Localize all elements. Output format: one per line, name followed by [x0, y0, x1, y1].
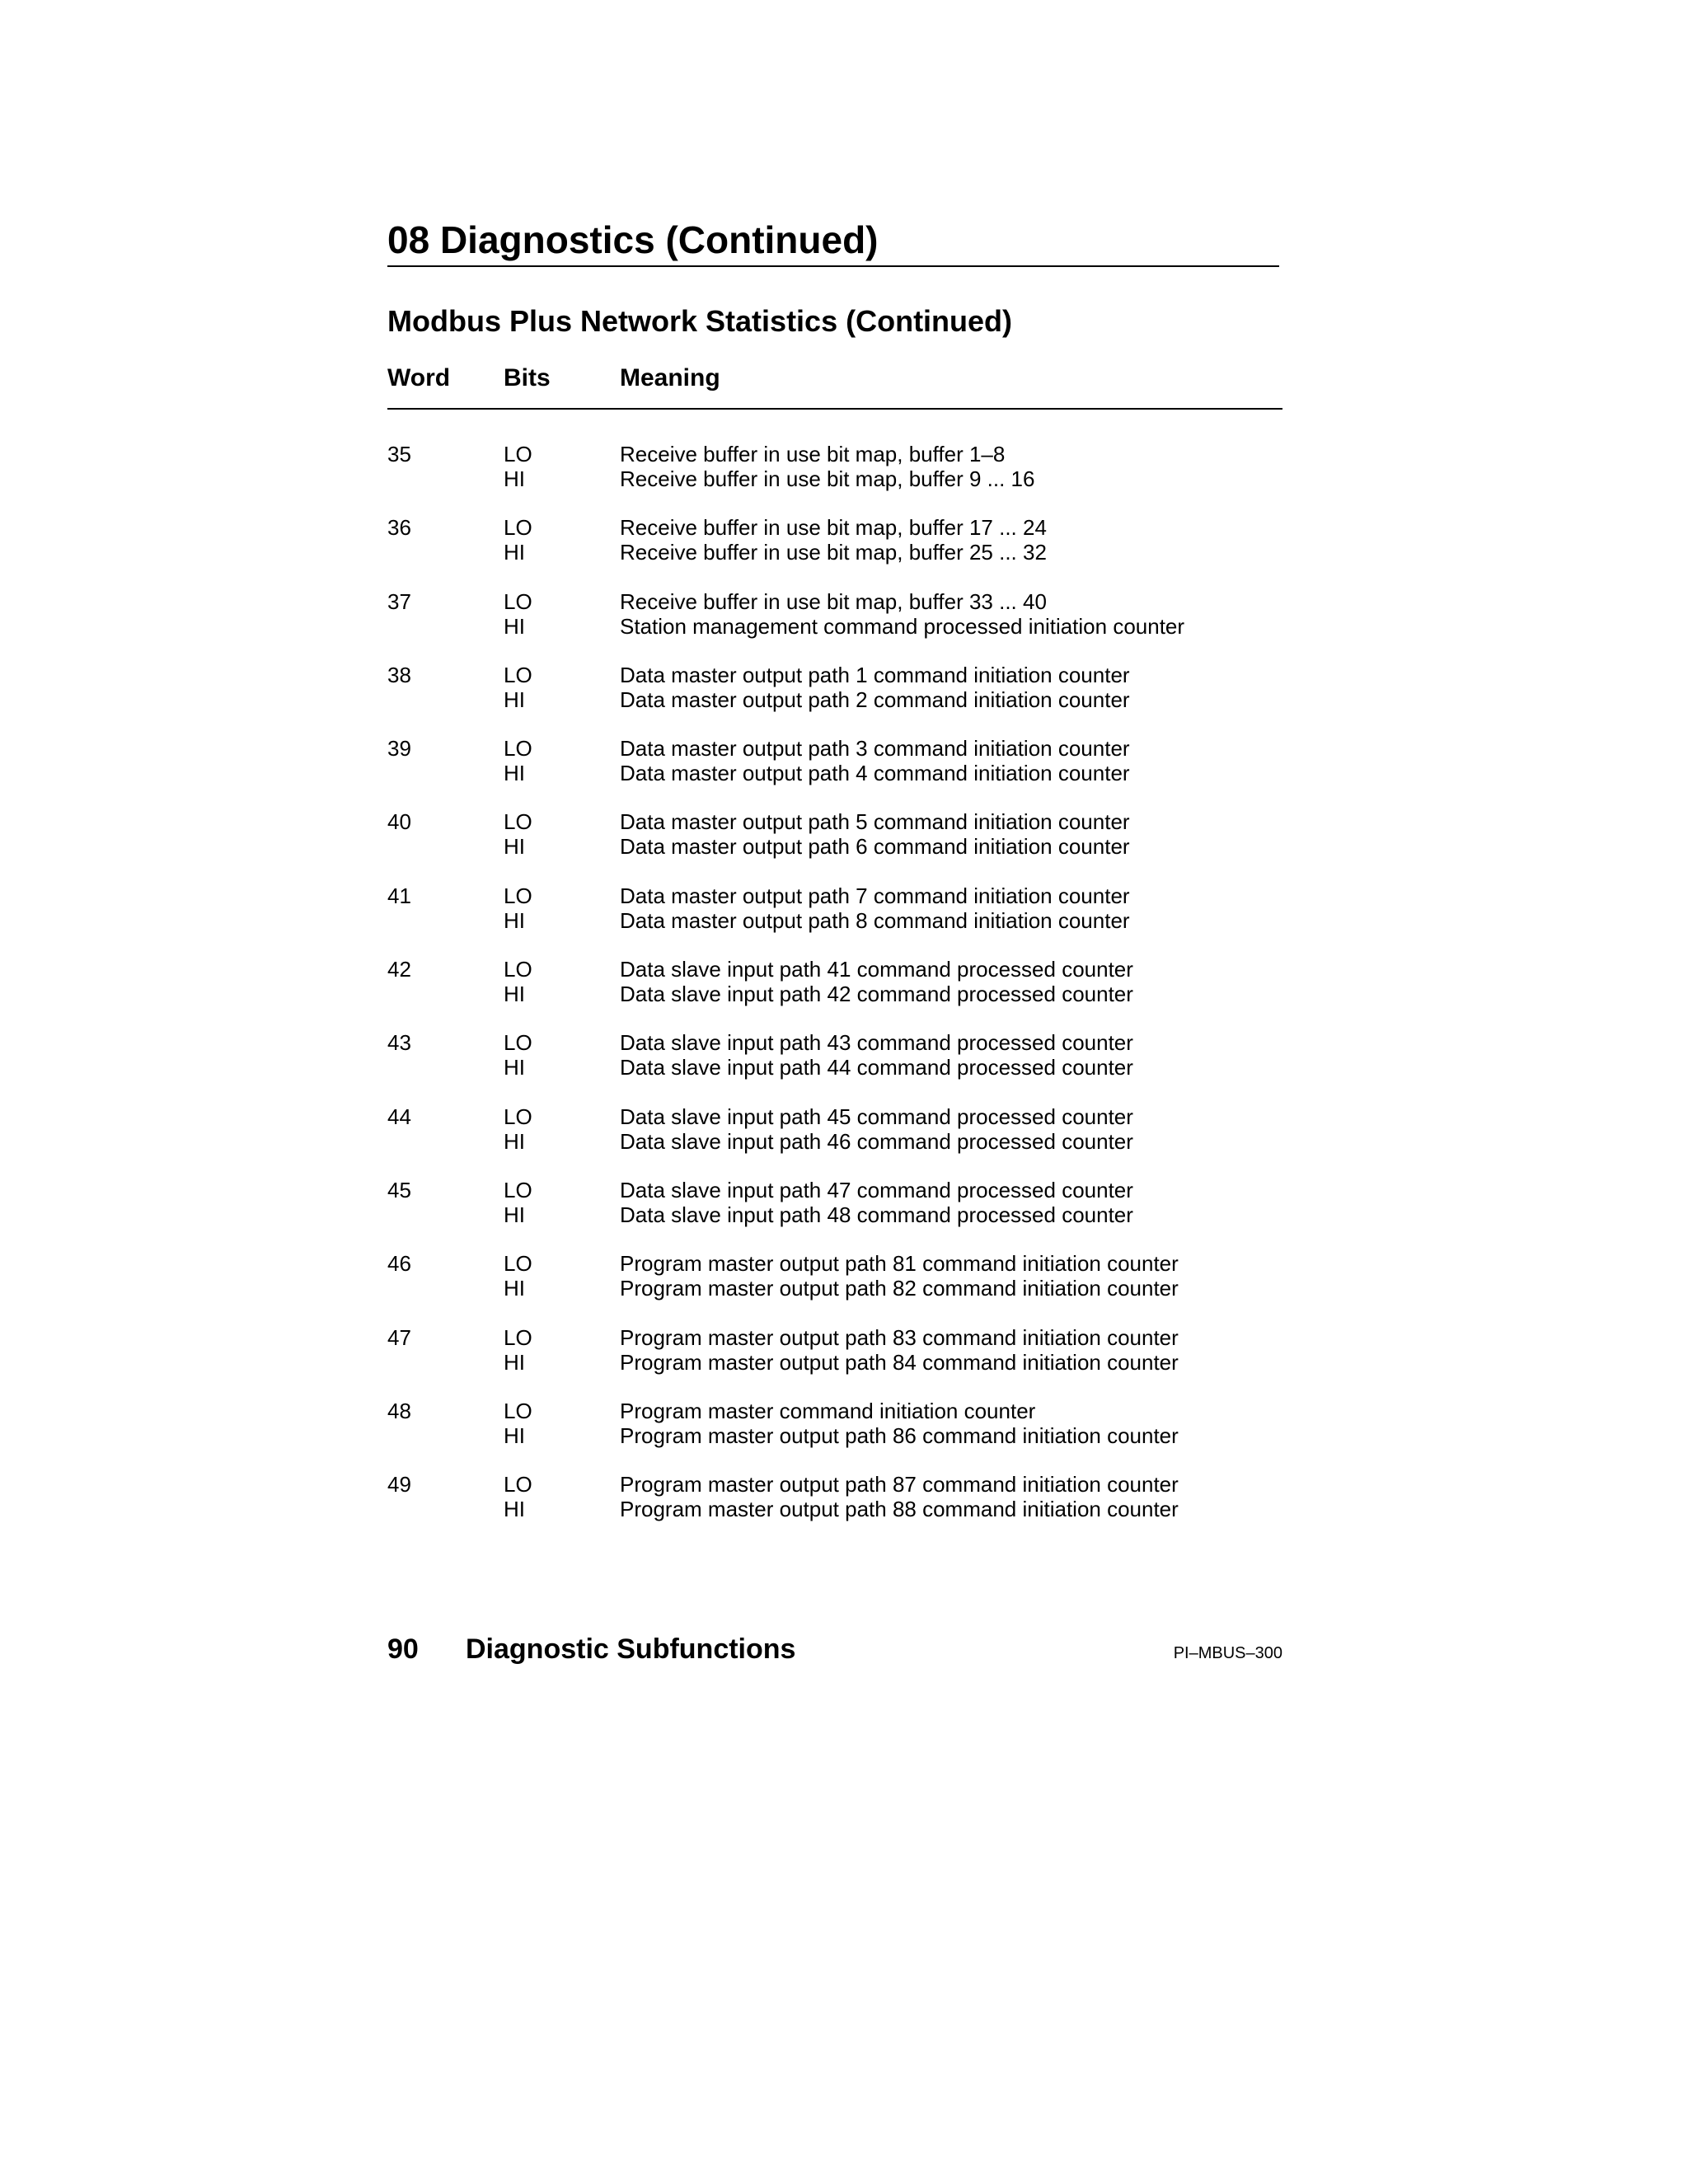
meaning-hi: Data slave input path 42 command processed counter	[620, 982, 1133, 1007]
bits-lo: LO	[504, 957, 532, 982]
meaning-hi: Receive buffer in use bit map, buffer 25 ... 32	[620, 540, 1047, 565]
meaning-hi: Program master output path 82 command initiation counter	[620, 1276, 1179, 1301]
bits-lo: LO	[504, 883, 532, 908]
meaning-lo: Data master output path 3 command initiation counter	[620, 736, 1130, 762]
table-row	[387, 1399, 1282, 1448]
meaning-lo: Data slave input path 45 command processed counter	[620, 1104, 1133, 1129]
meaning-lo: Data master output path 5 command initiation counter	[620, 809, 1130, 835]
word-number: 38	[387, 662, 411, 687]
bits-hi: HI	[504, 466, 525, 491]
header-bits: Bits	[504, 364, 551, 391]
meaning-hi: Data master output path 4 command initiation counter	[620, 761, 1130, 786]
meaning-lo: Data slave input path 41 command processed counter	[620, 957, 1133, 982]
meaning-lo: Receive buffer in use bit map, buffer 1–8	[620, 442, 1006, 466]
word-number: 47	[387, 1324, 411, 1350]
table-row	[387, 1325, 1282, 1375]
bits-hi: HI	[504, 1202, 525, 1227]
footer-doc-id: PI–MBUS–300	[1173, 1644, 1282, 1662]
table-row	[387, 442, 1282, 491]
word-number: 37	[387, 588, 411, 614]
word-number: 43	[387, 1030, 411, 1056]
meaning-hi: Program master output path 88 command initiation counter	[620, 1497, 1179, 1522]
bits-hi: HI	[504, 540, 525, 565]
bits-lo: LO	[504, 1104, 532, 1129]
bits-hi: HI	[504, 761, 525, 786]
bits-lo: LO	[504, 1177, 532, 1202]
footer-section-title: Diagnostic Subfunctions	[466, 1633, 796, 1665]
meaning-lo: Data master output path 1 command initiation counter	[620, 662, 1130, 687]
bits-hi: HI	[504, 613, 525, 639]
table-row	[387, 1251, 1282, 1301]
table-header	[387, 366, 1282, 410]
bits-lo: LO	[504, 1472, 532, 1497]
table-row	[387, 663, 1282, 712]
footer-page-number: 90	[387, 1633, 419, 1665]
meaning-lo: Data master output path 7 command initiation counter	[620, 883, 1130, 908]
meaning-lo: Receive buffer in use bit map, buffer 17 ... 24	[620, 515, 1047, 541]
bits-hi: HI	[504, 907, 525, 933]
bits-hi: HI	[504, 687, 525, 712]
header-meaning: Meaning	[620, 364, 720, 391]
bits-lo: LO	[504, 588, 532, 614]
meaning-lo: Data slave input path 43 command processed counter	[620, 1030, 1133, 1056]
table-row	[387, 957, 1282, 1006]
meaning-lo: Program master command initiation counter	[620, 1398, 1036, 1423]
bits-hi: HI	[504, 1128, 525, 1154]
table-row	[387, 1472, 1282, 1521]
meaning-lo: Program master output path 87 command initiation counter	[620, 1472, 1179, 1497]
meaning-hi: Data slave input path 44 command processed counter	[620, 1055, 1133, 1080]
table-row	[387, 809, 1282, 859]
word-number: 36	[387, 515, 411, 541]
table-row	[387, 883, 1282, 933]
table-row	[387, 589, 1282, 639]
table-row	[387, 1030, 1282, 1080]
bits-lo: LO	[504, 1324, 532, 1350]
word-number: 41	[387, 883, 411, 908]
bits-lo: LO	[504, 1030, 532, 1056]
bits-lo: LO	[504, 662, 532, 687]
bits-hi: HI	[504, 1276, 525, 1301]
meaning-hi: Data master output path 8 command initiation counter	[620, 907, 1130, 933]
table-row	[387, 1104, 1282, 1154]
bits-lo: LO	[504, 809, 532, 835]
meaning-hi: Station management command processed initiation counter	[620, 613, 1185, 639]
meaning-hi: Data slave input path 48 command processed counter	[620, 1202, 1133, 1227]
bits-hi: HI	[504, 1422, 525, 1448]
header-word: Word	[387, 364, 451, 391]
meaning-hi: Program master output path 84 command initiation counter	[620, 1349, 1179, 1375]
bits-lo: LO	[504, 1398, 532, 1423]
word-number: 35	[387, 442, 411, 466]
word-number: 39	[387, 736, 411, 762]
bits-lo: LO	[504, 442, 532, 466]
bits-hi: HI	[504, 982, 525, 1007]
bits-hi: HI	[504, 834, 525, 860]
meaning-lo: Program master output path 81 command initiation counter	[620, 1251, 1179, 1277]
meaning-hi: Receive buffer in use bit map, buffer 9 ... 16	[620, 466, 1035, 491]
bits-hi: HI	[504, 1349, 525, 1375]
bits-hi: HI	[504, 1497, 525, 1522]
word-number: 44	[387, 1104, 411, 1129]
page-title: 08 Diagnostics (Continued)	[387, 221, 1279, 267]
table-row	[387, 1178, 1282, 1227]
table-body	[387, 442, 1282, 1545]
word-number: 42	[387, 957, 411, 982]
meaning-hi: Data master output path 6 command initiation counter	[620, 834, 1130, 860]
meaning-hi: Data slave input path 46 command processed counter	[620, 1128, 1133, 1154]
word-number: 46	[387, 1251, 411, 1277]
bits-lo: LO	[504, 1251, 532, 1277]
word-number: 40	[387, 809, 411, 835]
bits-lo: LO	[504, 736, 532, 762]
table-row	[387, 736, 1282, 785]
word-number: 45	[387, 1177, 411, 1202]
bits-lo: LO	[504, 515, 532, 541]
meaning-lo: Data slave input path 47 command processed counter	[620, 1177, 1133, 1202]
meaning-lo: Receive buffer in use bit map, buffer 33 ... 40	[620, 588, 1047, 614]
section-title: Modbus Plus Network Statistics (Continued)	[387, 304, 1013, 338]
table-row	[387, 515, 1282, 565]
meaning-lo: Program master output path 83 command initiation counter	[620, 1324, 1179, 1350]
meaning-hi: Data master output path 2 command initiation counter	[620, 687, 1130, 712]
meaning-hi: Program master output path 86 command initiation counter	[620, 1422, 1179, 1448]
word-number: 48	[387, 1398, 411, 1423]
word-number: 49	[387, 1472, 411, 1497]
bits-hi: HI	[504, 1055, 525, 1080]
